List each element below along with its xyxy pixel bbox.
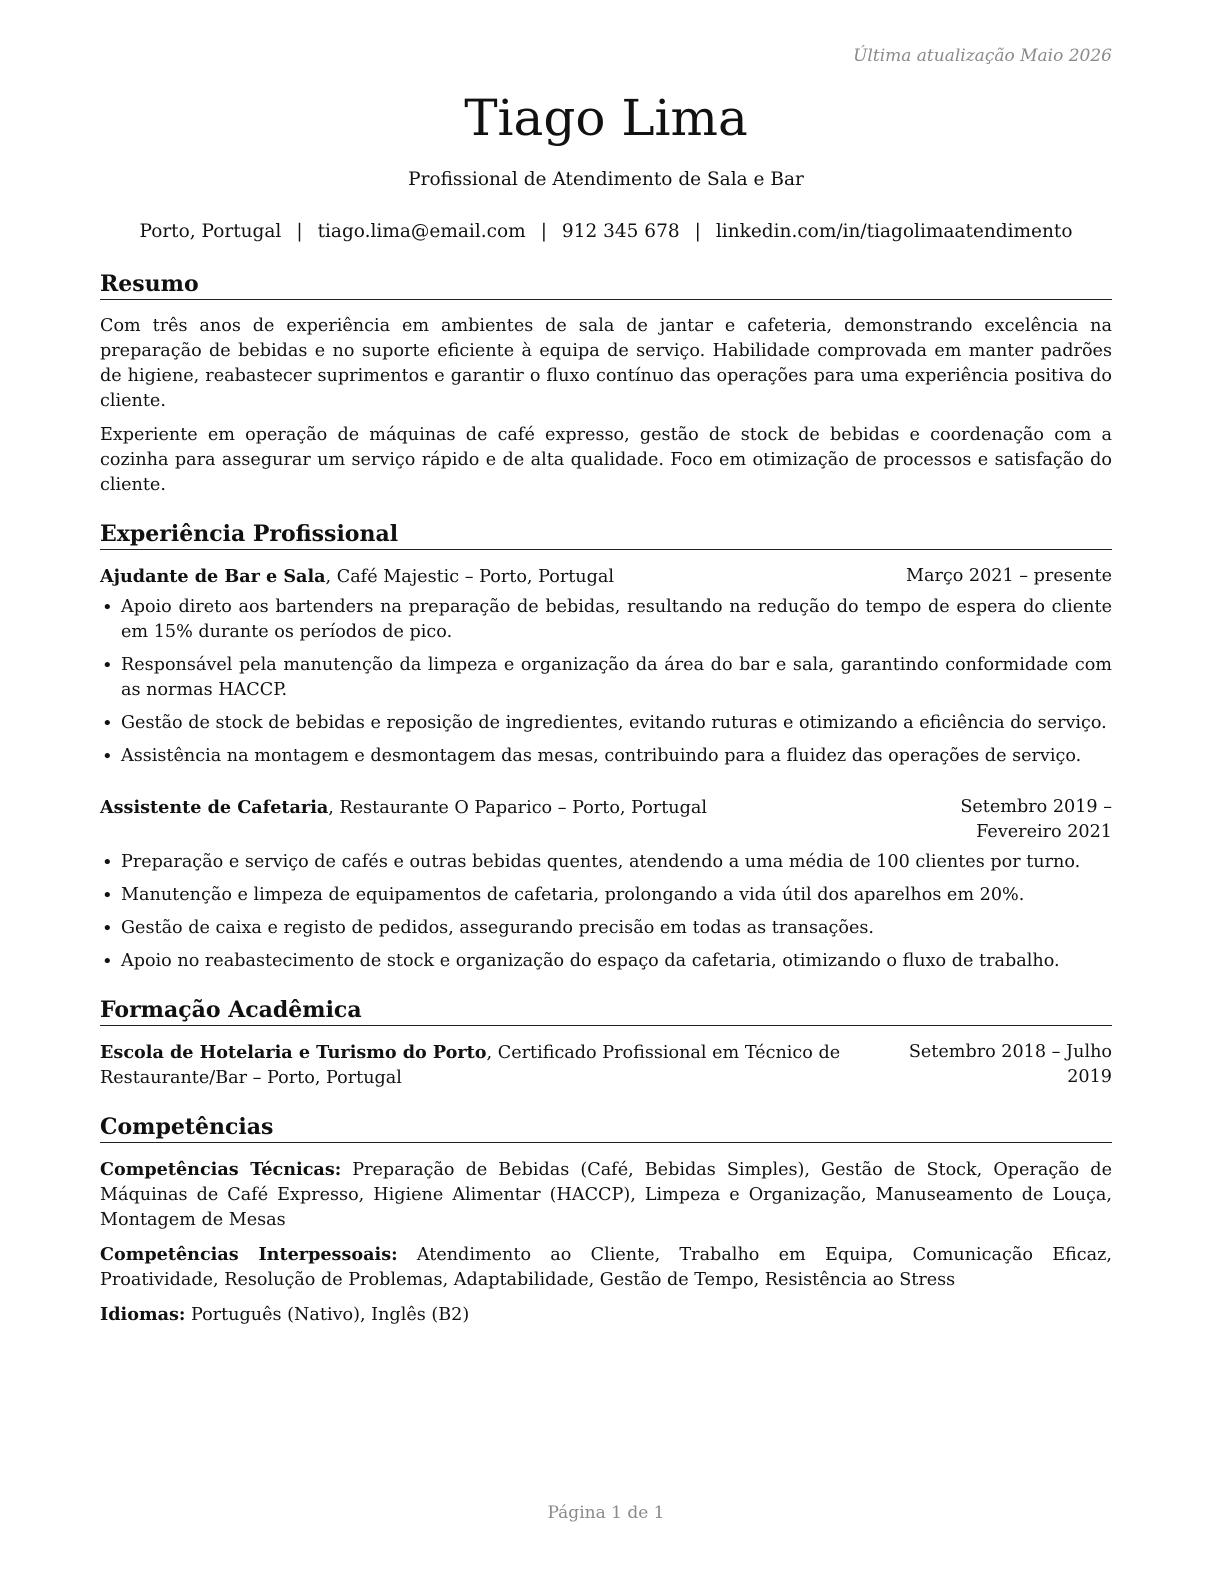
- education-entry: [100, 1040, 1112, 1091]
- resume-page: [100, 0, 1112, 1584]
- summary-paragraph: Experiente em operação de máquinas de café expresso, gestão de stock de bebidas e coordenação com a cozinha para assegurar um serviço rápido e de alta qualidade. Foco em otimização de processos e satisfação do cliente.: [100, 425, 1112, 495]
- education-dates: Setembro 2018 – Julho 2019: [908, 1042, 1112, 1087]
- skills-section: [100, 1113, 1112, 1328]
- headline: Profissional de Atendimento de Sala e Bar: [408, 169, 804, 190]
- skill-text: Preparação de Bebidas (Café, Bebidas Simples), Gestão de Stock, Operação de Máquinas de Café Expresso, Higiene Alimentar (HACCP), Limpeza e Organização, Manuseamento de Louça, Montagem de Mesas: [100, 1160, 1112, 1230]
- skill-text: Atendimento ao Cliente, Trabalho em Equipa, Comunicação Eficaz, Proatividade, Resolução de Problemas, Adaptabilidade, Gestão de Tempo, Resistência ao Stress: [100, 1245, 1112, 1290]
- job-dates: Setembro 2019 – Fevereiro 2021: [960, 797, 1112, 842]
- skill-label: Competências Interpessoais:: [100, 1244, 398, 1265]
- section-title-experience: Experiência Profissional: [100, 520, 1112, 550]
- skill-label: Idiomas:: [100, 1304, 186, 1325]
- list-item: • Gestão de stock de bebidas e reposição de ingredientes, evitando ruturas e otimizando a eficiência do serviço.: [100, 711, 1112, 736]
- job-bullets: [100, 850, 1112, 974]
- list-item: • Preparação e serviço de cafés e outras bebidas quentes, atendendo a uma média de 100 clientes por turno.: [100, 850, 1112, 875]
- skill-line: [100, 1157, 1112, 1233]
- page-number: Página 1 de 1: [547, 1503, 665, 1523]
- list-item: • Apoio direto aos bartenders na preparação de bebidas, resultando na redução do tempo de espera do cliente em 15% durante os períodos de pico.: [100, 595, 1112, 645]
- skill-label: Competências Técnicas:: [100, 1159, 342, 1180]
- summary-section: [100, 270, 1112, 498]
- section-title-education: Formação Acadêmica: [100, 996, 1112, 1026]
- list-item: • Apoio no reabastecimento de stock e organização do espaço da cafetaria, otimizando o fluxo de trabalho.: [100, 949, 1112, 974]
- candidate-name: Tiago Lima: [464, 89, 748, 147]
- last-updated: Última atualização Maio 2026: [853, 46, 1112, 66]
- summary-paragraph: Com três anos de experiência em ambientes de sala de jantar e cafeteria, demonstrando excelência na preparação de bebidas e no suporte eficiente à equipa de serviço. Habilidade comprovada em manter padrões de higiene, reabastecer suprimentos e garantir o fluxo contínuo das operações para uma experiência positiva do cliente.: [100, 316, 1112, 411]
- experience-section: [100, 520, 1112, 974]
- skill-line: [100, 1242, 1112, 1293]
- section-title-summary: Resumo: [100, 270, 1112, 300]
- job-dates: Março 2021 – presente: [905, 566, 1112, 586]
- list-item: • Responsável pela manutenção da limpeza e organização da área do bar e sala, garantindo conformidade com as normas HACCP.: [100, 653, 1112, 703]
- list-item: • Assistência na montagem e desmontagem das mesas, contribuindo para a fluidez das operações de serviço.: [100, 744, 1112, 769]
- education-detail: , Certificado Profissional em Técnico de Restaurante/Bar – Porto, Portugal: [100, 1043, 841, 1088]
- job-entry: [100, 795, 1112, 974]
- job-place: , Restaurante O Paparico – Porto, Portugal: [328, 798, 708, 818]
- education-section: [100, 996, 1112, 1091]
- separator: |: [296, 221, 303, 242]
- contact-phone[interactable]: 912 345 678: [561, 221, 680, 242]
- job-header: [100, 564, 1112, 590]
- job-header: [100, 795, 1112, 845]
- school-name: Escola de Hotelaria e Turismo do Porto: [100, 1042, 487, 1063]
- section-title-skills: Competências: [100, 1113, 1112, 1143]
- list-item: • Manutenção e limpeza de equipamentos de cafetaria, prolongando a vida útil dos aparelhos em 20%.: [100, 883, 1112, 908]
- contact-line: [100, 219, 1112, 244]
- job-role: Assistente de Cafetaria: [100, 797, 329, 818]
- job-place: , Café Majestic – Porto, Portugal: [325, 567, 615, 587]
- skill-line: [100, 1302, 1112, 1328]
- contact-email[interactable]: tiago.lima@email.com: [317, 221, 526, 242]
- skill-text: Português (Nativo), Inglês (B2): [185, 1305, 470, 1325]
- job-role: Ajudante de Bar e Sala: [100, 566, 326, 587]
- job-entry: [100, 564, 1112, 769]
- list-item: • Gestão de caixa e registo de pedidos, assegurando precisão em todas as transações.: [100, 916, 1112, 941]
- contact-linkedin[interactable]: linkedin.com/in/tiagolimaatendimento: [715, 221, 1073, 242]
- job-bullets: [100, 595, 1112, 769]
- resume-content: [100, 270, 1112, 1337]
- separator: |: [540, 221, 547, 242]
- contact-location: Porto, Portugal: [139, 221, 282, 242]
- separator: |: [694, 221, 701, 242]
